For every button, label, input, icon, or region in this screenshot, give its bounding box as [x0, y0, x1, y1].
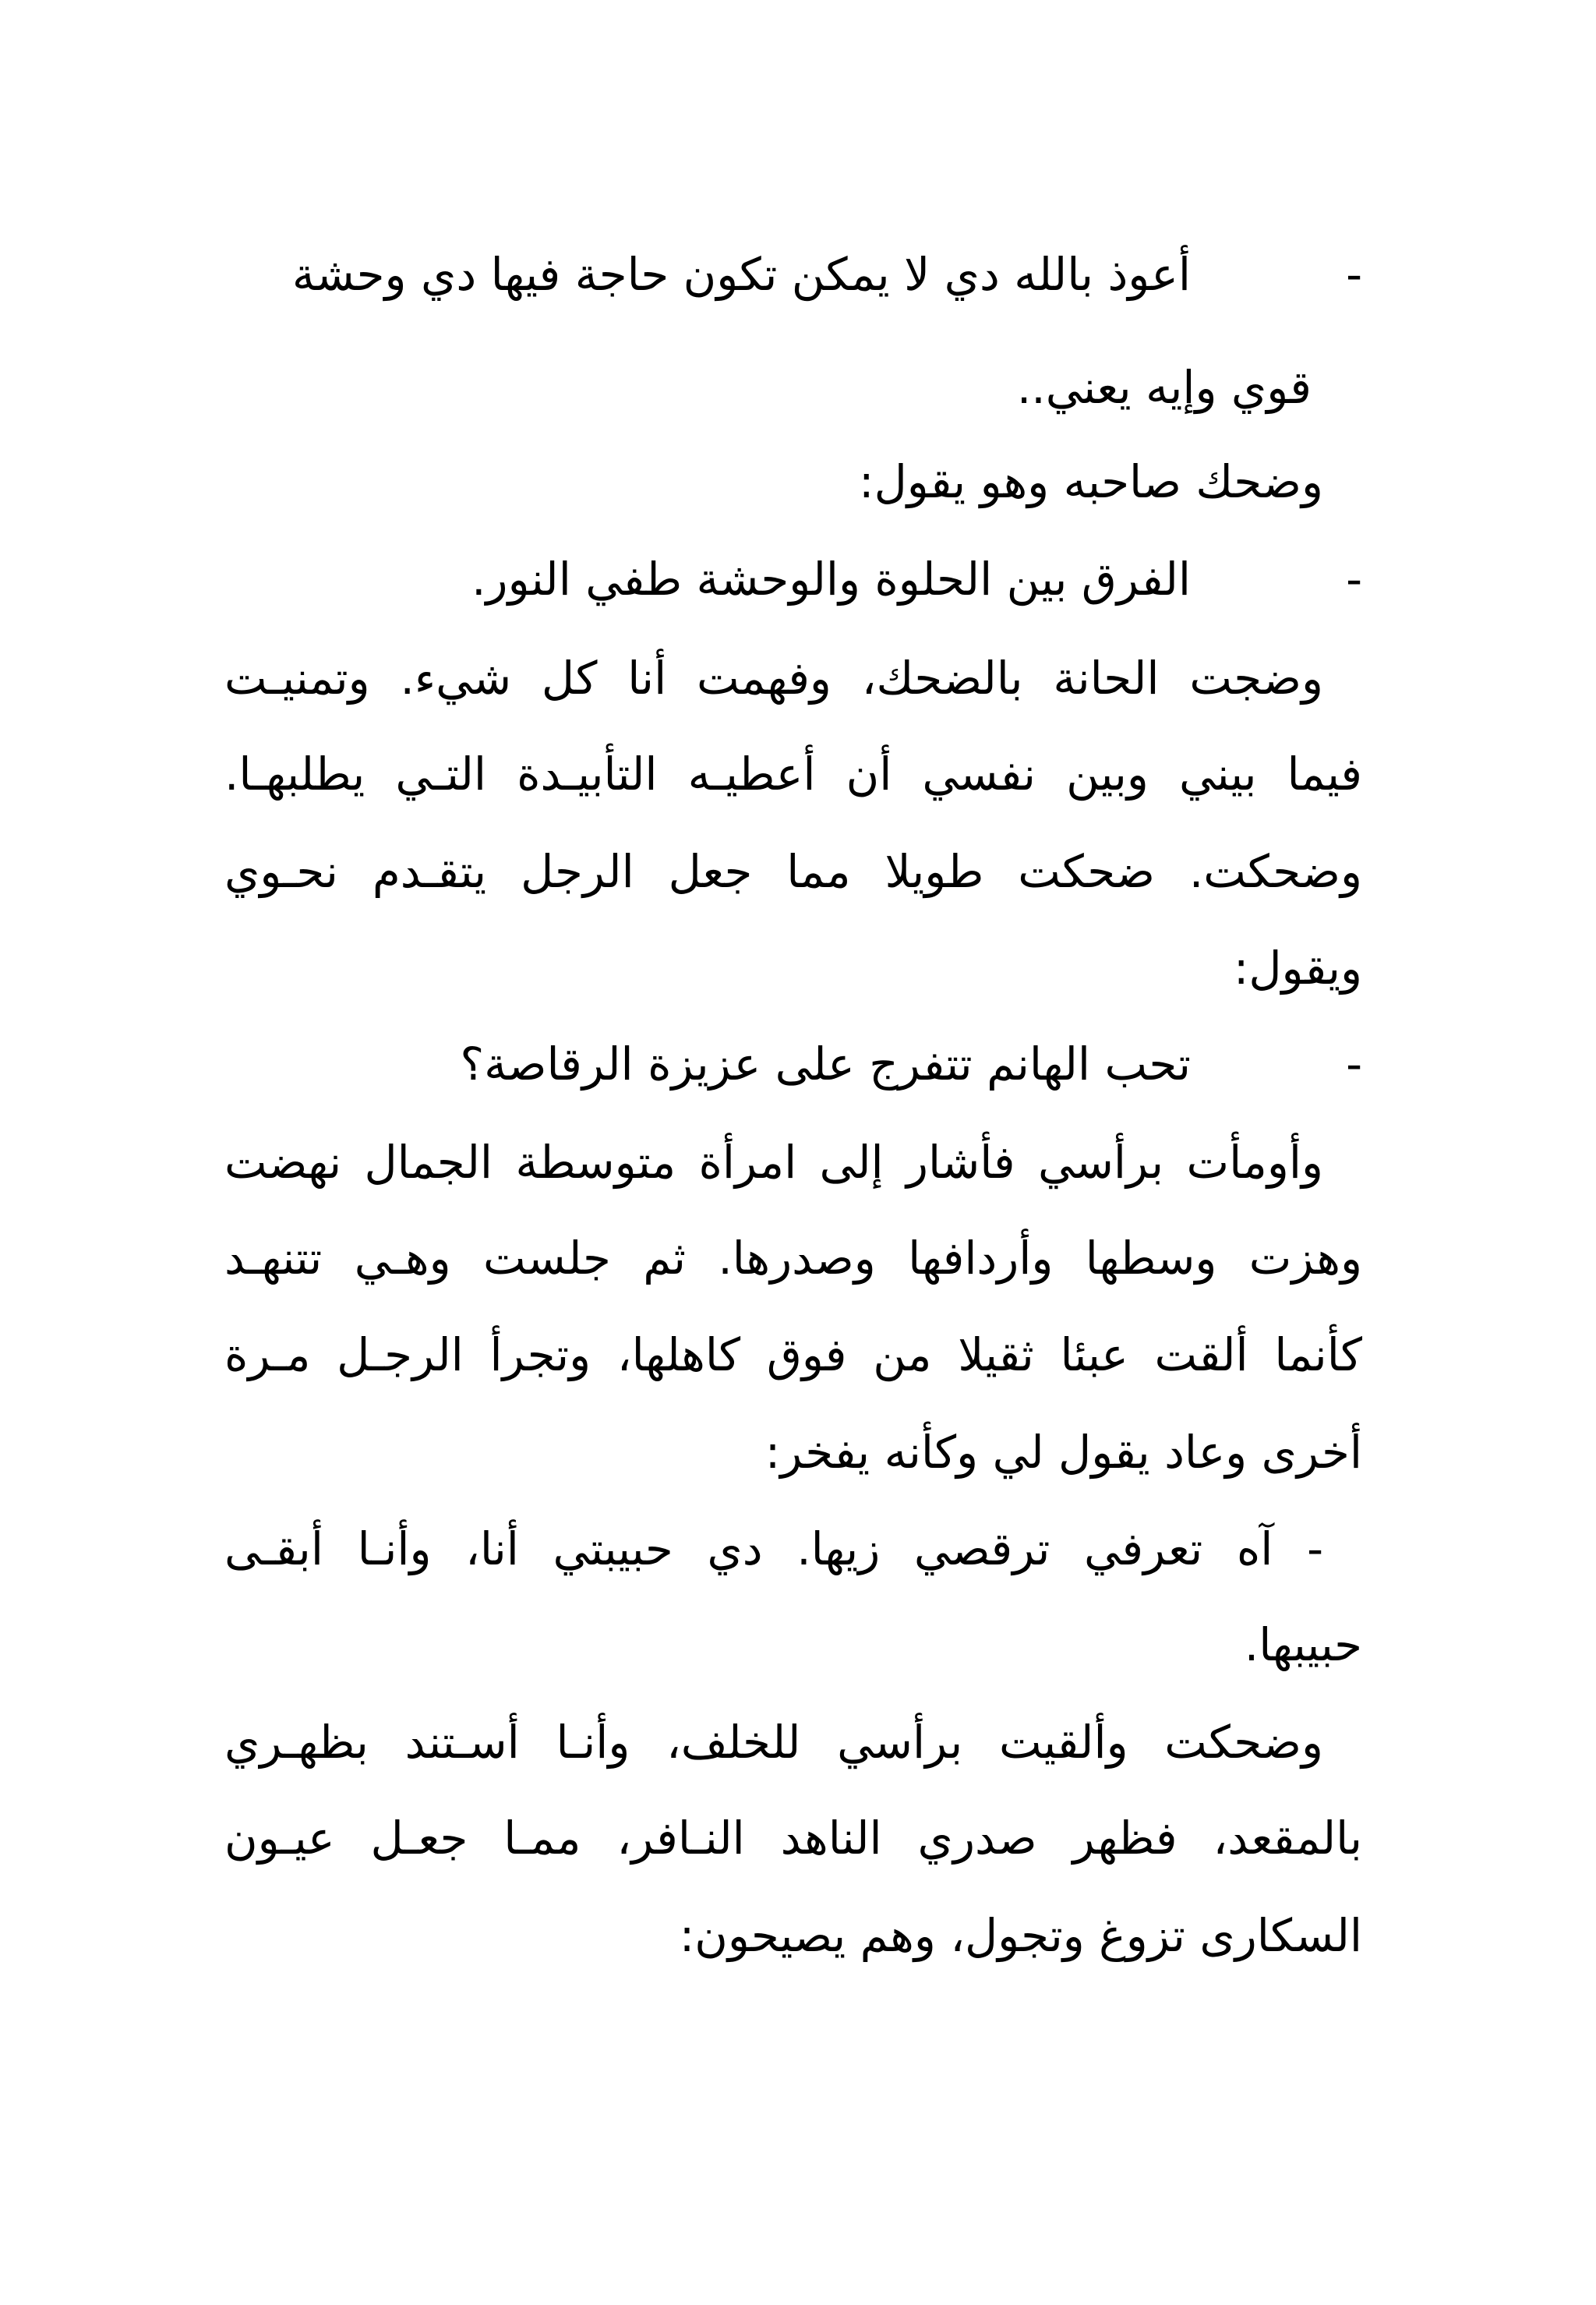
text-line-11: وهزت وسطها وأردافها وصدرها. ثم جلست وهـي تتنهـد	[224, 1232, 1362, 1285]
text-line-13: أخرى وعاد يقول لي وكأنه يفخر:	[764, 1426, 1362, 1479]
line-text: تحب الهانم تتفرج على عزيزة الرقاصة؟	[460, 1038, 1191, 1091]
line-text: أعوذ بالله دي لا يمكن تكون حاجة فيها دي وحشة	[291, 248, 1191, 301]
text-line-8: ويقول:	[1233, 942, 1362, 995]
text-line-2: قوي وإيه يعني..	[1016, 361, 1312, 414]
text-line-9	[224, 1021, 1362, 1107]
text-line-18: السكارى تزوغ وتجول، وهم يصيحون:	[679, 1909, 1362, 1962]
text-line-6: فيما بيني وبين نفسي أن أعطيـه التأبيـدة التـي يطلبهـا.	[224, 748, 1362, 801]
text-line-1	[224, 232, 1362, 317]
text-line-7: وضحكت. ضحكت طويلا مما جعل الرجل يتقـدم نحـوي	[224, 845, 1362, 898]
text-line-10: وأومأت برأسي فأشار إلى امرأة متوسطة الجمال نهضت	[224, 1136, 1323, 1189]
text-line-14: - آه تعرفي ترقصي زيها. دي حبيبتي أنا، وأنـا أبقـى	[224, 1522, 1323, 1575]
dialogue-dash: -	[1346, 248, 1362, 301]
text-line-16: وضحكت وألقيت برأسي للخلف، وأنـا أسـتند بظهـري	[224, 1716, 1323, 1769]
text-line-12: كأنما ألقت عبئا ثقيلا من فوق كاهلها، وتجرأ الرجـل مـرة	[224, 1328, 1362, 1381]
text-line-5: وضجت الحانة بالضحك، وفهمت أنا كل شيء. وتمنيـت	[224, 652, 1323, 705]
text-line-17: بالمقعد، فظهر صدري الناهد النـافر، ممـا جعـل عيـون	[224, 1812, 1362, 1865]
text-line-4	[224, 536, 1362, 622]
text-line-3: وضحك صاحبه وهو يقول:	[859, 455, 1323, 508]
text-line-15: حبيبها.	[1244, 1618, 1362, 1671]
dialogue-dash: -	[1346, 553, 1362, 606]
line-text: الفرق بين الحلوة والوحشة طفي النور.	[471, 553, 1191, 606]
dialogue-dash: -	[1346, 1038, 1362, 1091]
